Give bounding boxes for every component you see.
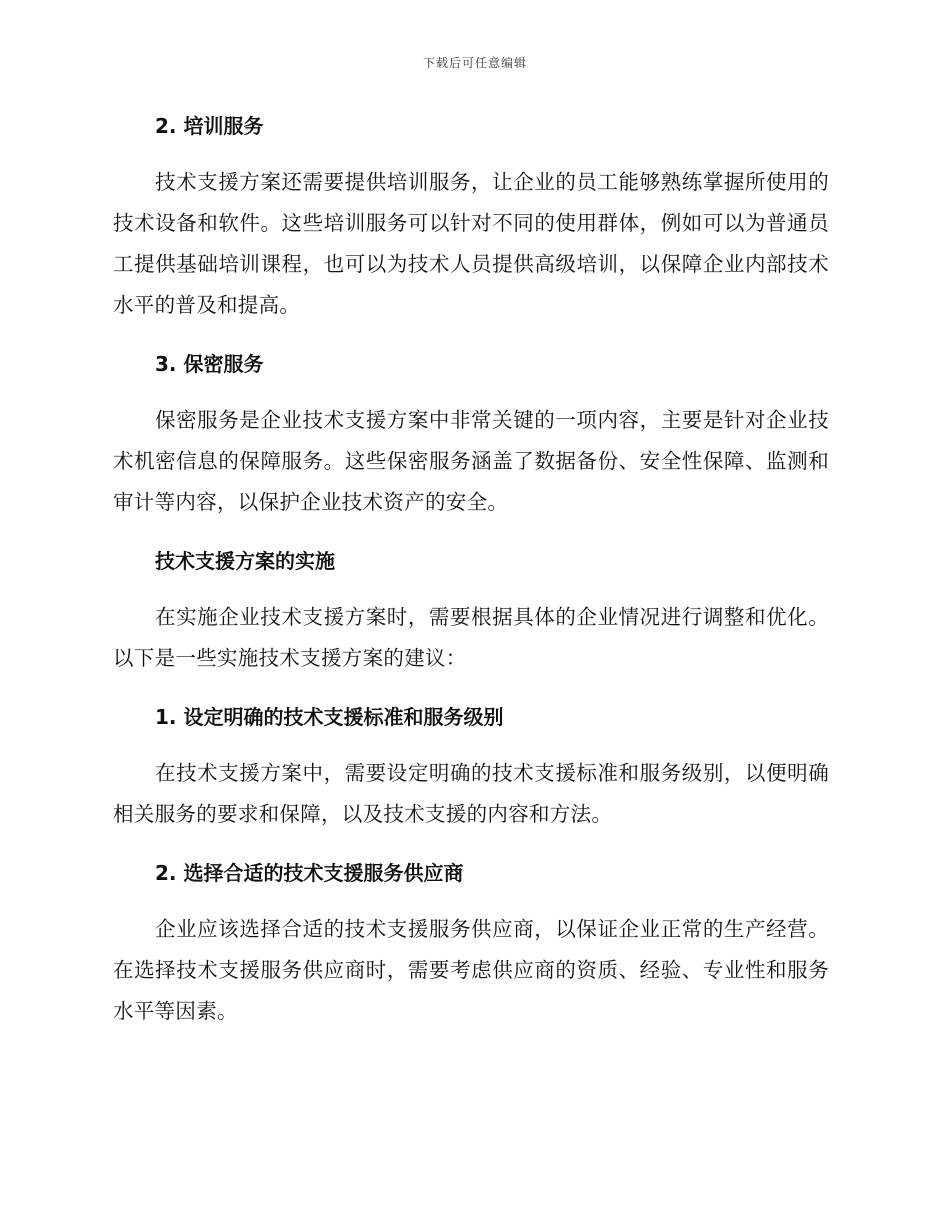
section-heading-implementation: 技术支援方案的实施 <box>155 549 335 573</box>
section-heading-training: 2. 培训服务 <box>155 114 264 138</box>
section-paragraph-confidentiality: 保密服务是企业技术支援方案中非常关键的一项内容，主要是针对企业技术机密信息的保障服务。这些保密服务涵盖了数据备份、安全性保障、监测和审计等内容，以保护企业技术资产的安全。 <box>113 408 829 514</box>
section-heading-standards: 1. 设定明确的技术支援标准和服务级别 <box>155 705 504 729</box>
section-paragraph-standards: 在技术支援方案中，需要设定明确的技术支援标准和服务级别，以便明确相关服务的要求和保障，以及技术支援的内容和方法。 <box>113 761 829 826</box>
section-heading-confidentiality: 3. 保密服务 <box>155 352 264 376</box>
header-note: 下载后可任意编辑 <box>422 56 527 70</box>
section-paragraph-implementation: 在实施企业技术支援方案时，需要根据具体的企业情况进行调整和优化。以下是一些实施技术支援方案的建议： <box>113 605 829 670</box>
document-body <box>113 110 829 1032</box>
section-heading-supplier: 2. 选择合适的技术支援服务供应商 <box>155 861 464 885</box>
section-paragraph-training: 技术支援方案还需要提供培训服务，让企业的员工能够熟练掌握所使用的技术设备和软件。这些培训服务可以针对不同的使用群体，例如可以为普通员工提供基础培训课程，也可以为技术人员提供高级培训，以保障企业内部技术水平的普及和提高。 <box>113 170 829 317</box>
section-paragraph-supplier: 企业应该选择合适的技术支援服务供应商，以保证企业正常的生产经营。在选择技术支援服务供应商时，需要考虑供应商的资质、经验、专业性和服务水平等因素。 <box>113 917 829 1023</box>
